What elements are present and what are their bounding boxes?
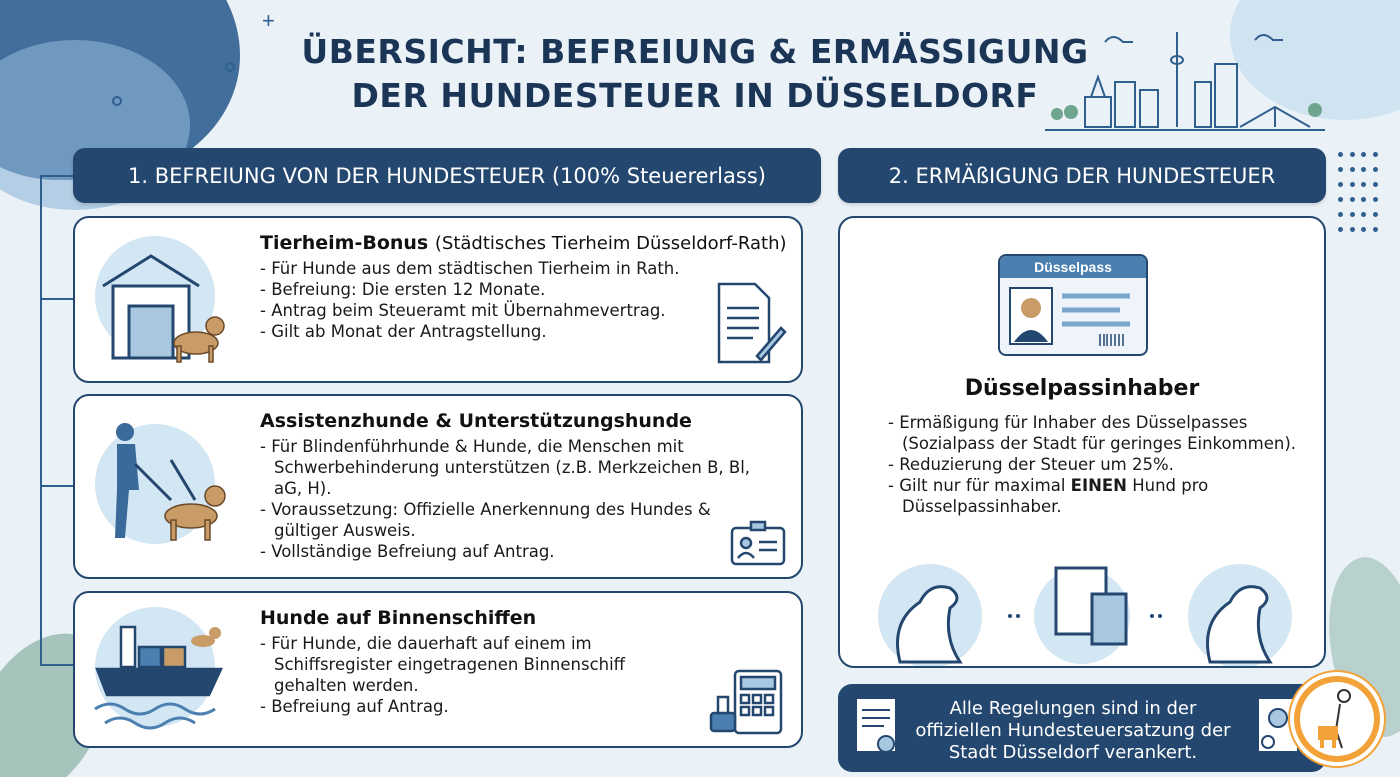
person-icon <box>1000 278 1148 356</box>
card-title: Assistenzhunde & Unterstützungshunde <box>260 410 692 432</box>
cargo-ship-icon <box>91 613 231 743</box>
list-item: - Voraussetzung: Offizielle Anerkennung des Hundes & gültiger Ausweis. <box>260 499 760 541</box>
dusseldorf-skyline-icon <box>1045 22 1330 134</box>
list-item: - Für Hunde aus dem städtischen Tierheim in Rath. <box>260 258 800 279</box>
emphasis-text: EINEN <box>1070 476 1127 495</box>
calculator-stamp-icon <box>707 667 787 737</box>
circle-icon <box>225 62 235 72</box>
list-item: - Vollständige Befreiung auf Antrag. <box>260 541 760 562</box>
circle-icon <box>112 96 122 106</box>
guide-dog-icon <box>91 420 231 550</box>
animal-shelter-icon <box>91 238 231 368</box>
title-line-1: ÜBERSICHT: BEFREIUNG & ERMÄSSIGUNG <box>301 32 1089 71</box>
list-item: - Ermäßigung für Inhaber des Düsselpasses (Sozialpass der Stadt für geringes Einkommen). <box>888 412 1308 454</box>
divider <box>1045 129 1325 131</box>
logo-badge <box>1290 672 1384 766</box>
list-item: - Für Blindenführhunde & Hunde, die Menschen mit Schwerbehinderung unterstützen (z.B. Merkzeichen B, Bl, aG, H). <box>260 436 760 499</box>
dot-grid-decoration <box>1338 152 1378 232</box>
page-title <box>300 30 1090 118</box>
plus-icon: + <box>262 8 275 33</box>
connector-line <box>40 175 74 177</box>
list-item: - Antrag beim Steueramt mit Übernahmevertrag. <box>260 300 800 321</box>
id-badge-icon <box>729 520 787 568</box>
section-heading-exemption: 1. BEFREIUNG VON DER HUNDESTEUER (100% Steuererlass) <box>73 148 821 203</box>
card-title: Tierheim-Bonus <box>260 232 429 254</box>
exemption-card-inland-ships <box>73 591 803 748</box>
list-item: - Befreiung auf Antrag. <box>260 696 680 717</box>
connector-line <box>40 664 74 666</box>
guide-dog-logo-icon <box>1300 682 1374 756</box>
dogs-and-documents-illustration <box>860 558 1308 666</box>
exemption-card-shelter <box>73 216 803 383</box>
connector-line <box>40 485 74 487</box>
list-item-text: Hund pro Düsselpassinhaber. <box>902 476 1209 516</box>
certificate-icon <box>852 696 902 760</box>
list-item: - Reduzierung der Steuer um 25%. <box>888 454 1308 475</box>
exemption-card-assistance-dogs <box>73 394 803 579</box>
card-subtitle: (Städtisches Tierheim Düsseldorf-Rath) <box>434 233 787 254</box>
card-title: Düsselpassinhaber <box>964 376 1200 401</box>
contract-document-icon <box>713 280 787 366</box>
legal-note-banner <box>838 684 1326 772</box>
dusselpass-card-icon <box>998 254 1148 356</box>
list-item: - Gilt ab Monat der Antragstellung. <box>260 321 800 342</box>
list-item: - Befreiung: Die ersten 12 Monate. <box>260 279 800 300</box>
connector-line <box>40 175 42 665</box>
list-item-text: Gilt nur für maximal <box>899 476 1071 495</box>
list-item <box>888 475 1308 517</box>
card-title: Hunde auf Binnenschiffen <box>260 607 537 629</box>
list-item: - Für Hunde, die dauerhaft auf einem im Schiffsregister eingetragenen Binnenschiff gehalten werden. <box>260 633 680 696</box>
connector-line <box>40 298 74 300</box>
section-heading-reduction: 2. ERMÄßIGUNG DER HUNDESTEUER <box>838 148 1326 203</box>
legal-note-text: Alle Regelungen sind in der offiziellen Hundesteuersatzung der Stadt Düsseldorf verankert. <box>915 698 1231 763</box>
title-line-2: DER HUNDESTEUER IN DÜSSELDORF <box>351 76 1039 115</box>
reduction-card-dusselpass <box>838 216 1326 668</box>
pass-label: Düsselpass <box>1000 256 1146 278</box>
